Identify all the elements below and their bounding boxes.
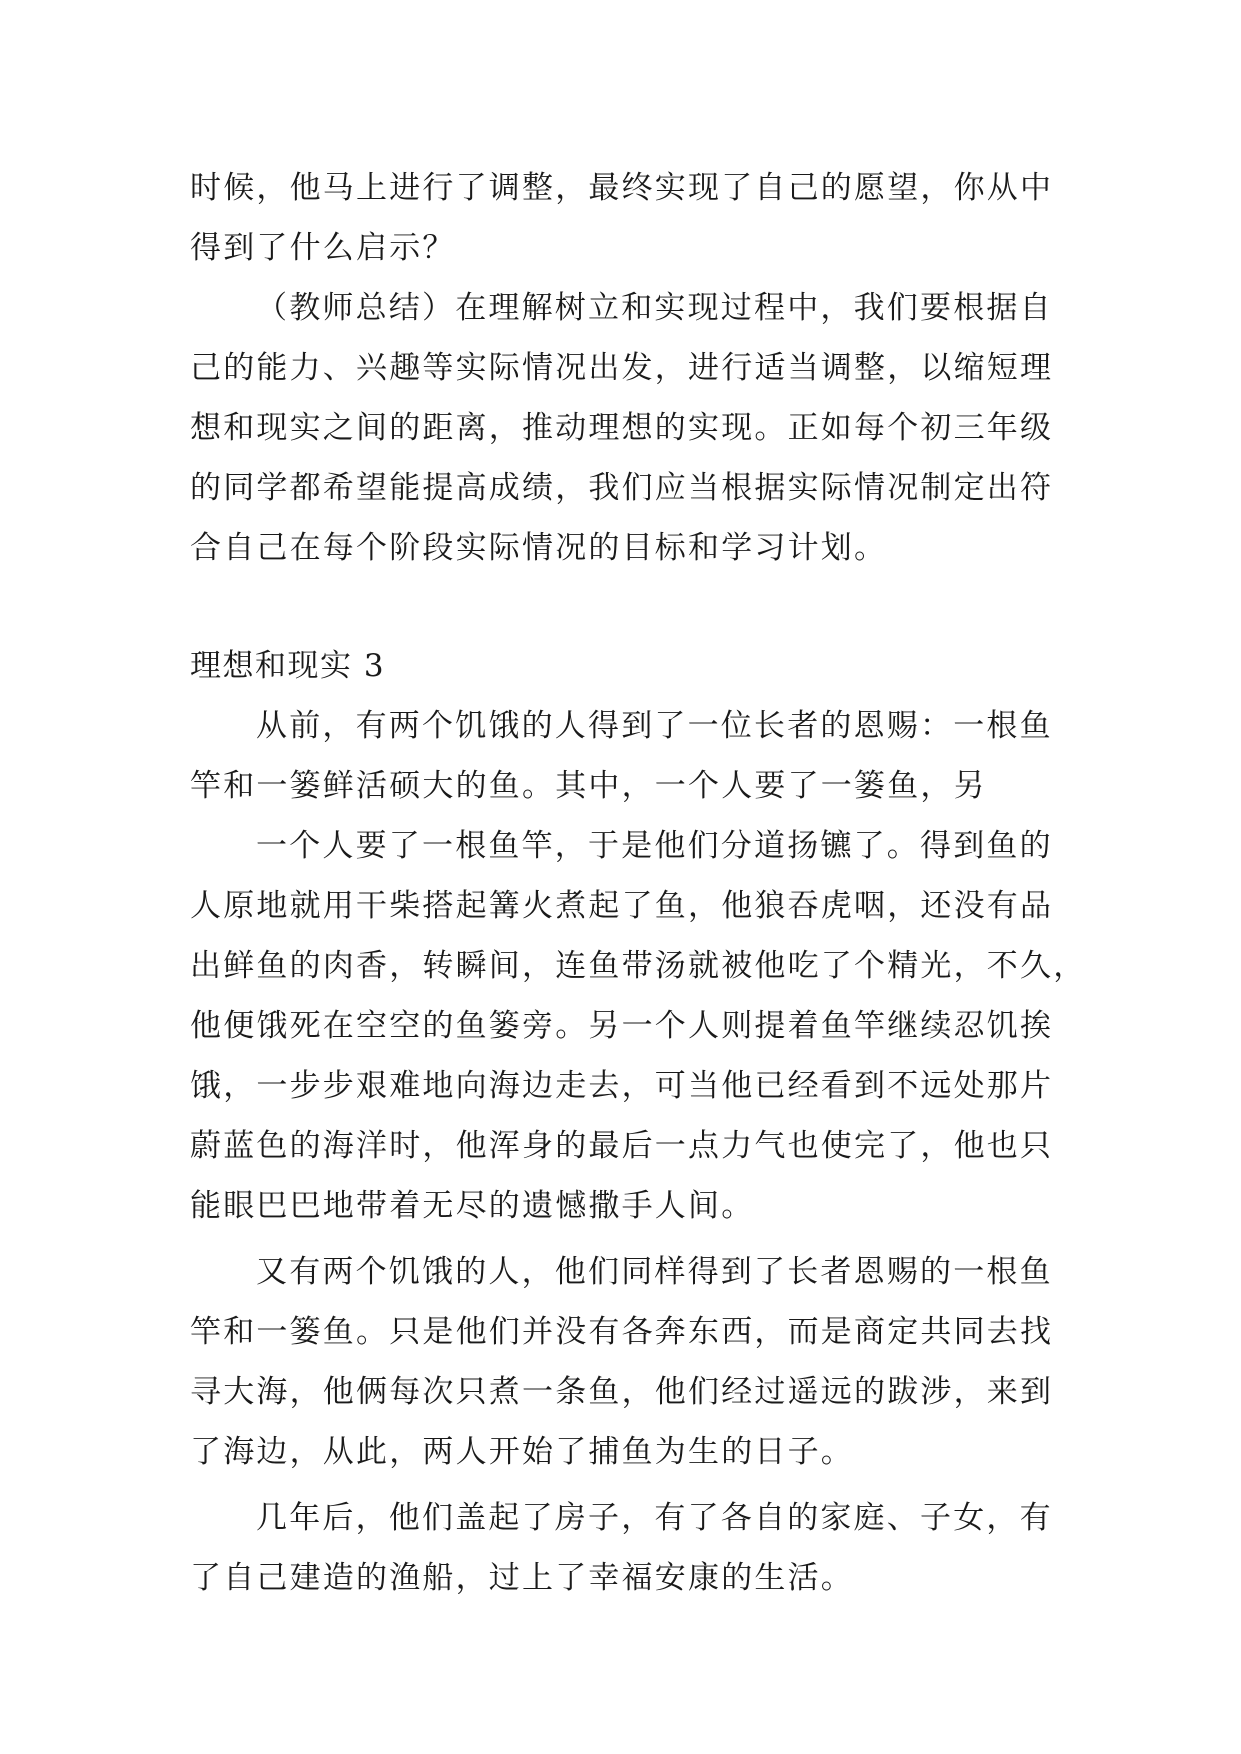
text-line: 一个人要了一根鱼竿，于是他们分道扬镳了。得到鱼的 xyxy=(256,828,1053,864)
text-line: 能眼巴巴地带着无尽的遗憾撒手人间。 xyxy=(190,1188,755,1224)
text-line: 时候，他马上进行了调整，最终实现了自己的愿望，你从中 xyxy=(190,170,1054,206)
text-line: 蔚蓝色的海洋时，他浑身的最后一点力气也使完了，他也只 xyxy=(190,1128,1054,1164)
paragraph xyxy=(190,278,1060,578)
text-line: 寻大海，他俩每次只煮一条鱼，他们经过遥远的跋涉，来到 xyxy=(190,1374,1054,1410)
text-line: 合自己在每个阶段实际情况的目标和学习计划。 xyxy=(190,530,888,566)
paragraph xyxy=(190,816,1087,1236)
document-body xyxy=(190,158,1087,1608)
text-line: 他便饿死在空空的鱼篓旁。另一个人则提着鱼竿继续忍饥挨 xyxy=(190,1008,1054,1044)
text-line: （教师总结）在理解树立和实现过程中，我们要根据自 xyxy=(256,290,1053,326)
text-line: 想和现实之间的距离，推动理想的实现。正如每个初三年级 xyxy=(190,410,1054,446)
paragraph xyxy=(190,1242,1060,1482)
text-line: 人原地就用干柴搭起篝火煮起了鱼，他狼吞虎咽，还没有品 xyxy=(190,888,1054,924)
paragraph xyxy=(190,1488,1060,1608)
text-line: 几年后，他们盖起了房子，有了各自的家庭、子女，有 xyxy=(256,1500,1053,1536)
section-spacer xyxy=(190,578,1060,636)
text-line: 又有两个饥饿的人，他们同样得到了长者恩赐的一根鱼 xyxy=(256,1254,1053,1290)
text-line: 了自己建造的渔船，过上了幸福安康的生活。 xyxy=(190,1560,854,1596)
text-line: 出鲜鱼的肉香，转瞬间，连鱼带汤就被他吃了个精光，不久， xyxy=(190,948,1087,984)
text-line: 从前，有两个饥饿的人得到了一位长者的恩赐：一根鱼 xyxy=(256,708,1053,744)
text-line: 得到了什么启示？ xyxy=(190,230,456,266)
text-line: 己的能力、兴趣等实际情况出发，进行适当调整，以缩短理 xyxy=(190,350,1054,386)
text-line: 竿和一篓鱼。只是他们并没有各奔东西，而是商定共同去找 xyxy=(190,1314,1054,1350)
section-title: 理想和现实 3 xyxy=(190,648,386,684)
text-line: 竿和一篓鲜活硕大的鱼。其中，一个人要了一篓鱼，另 xyxy=(190,768,987,804)
text-line: 的同学都希望能提高成绩，我们应当根据实际情况制定出符 xyxy=(190,470,1054,506)
text-line: 饿，一步步艰难地向海边走去，可当他已经看到不远处那片 xyxy=(190,1068,1054,1104)
paragraph xyxy=(190,696,1060,816)
paragraph xyxy=(190,158,1060,278)
text-line: 了海边，从此，两人开始了捕鱼为生的日子。 xyxy=(190,1434,854,1470)
